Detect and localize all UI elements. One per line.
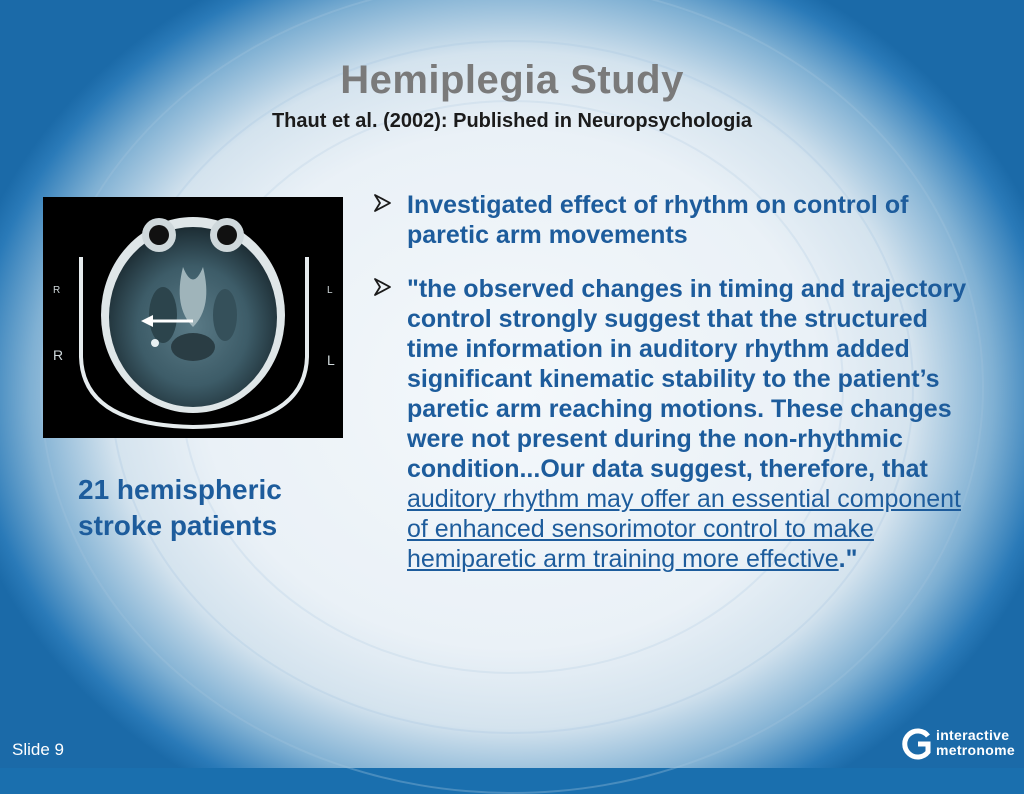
arrow-bullet-icon [372,276,394,298]
bullet-item [370,274,970,574]
scan-label-right-top: R [53,285,61,296]
interactive-metronome-logo [898,726,1018,762]
bullet-text: Investigated effect of rhythm on control of paretic arm movements [407,191,909,249]
slide-title: Hemiplegia Study [340,58,684,102]
bullet-quote-text: "the observed changes in timing and trajectory control strongly suggest that the structured time information in auditory rhythm added significant kinematic stability to the patient’s paretic arm reaching motions. These changes were not present during the non-rhythmic condition...Our data suggest, therefore, that [407,275,967,483]
slide-number: Slide 9 [12,740,64,759]
bullet-item [370,190,970,250]
arrow-bullet-icon [372,192,394,214]
bullet-quote-underlined: auditory rhythm may offer an essential component of enhanced sensorimotor control to make hemiparetic arm training more effective [407,485,961,573]
scan-label-left-top: L [327,285,333,296]
scan-label-right-bottom: R [53,347,64,363]
logo-text-line: metronome [936,742,1015,758]
logo-text-line: interactive [936,727,1010,743]
slide-subtitle: Thaut et al. (2002): Published in Neuropsychologia [271,110,753,132]
caption-line: stroke patients [78,510,278,541]
scan-label-left-bottom: L [327,352,335,368]
bullet-quote-end: ." [838,545,858,573]
bullet-list [370,190,970,598]
brain-ct-scan-image [43,197,343,438]
caption-line: 21 hemispheric [78,474,282,505]
image-caption [78,472,348,544]
metronome-logo-icon [898,728,934,760]
